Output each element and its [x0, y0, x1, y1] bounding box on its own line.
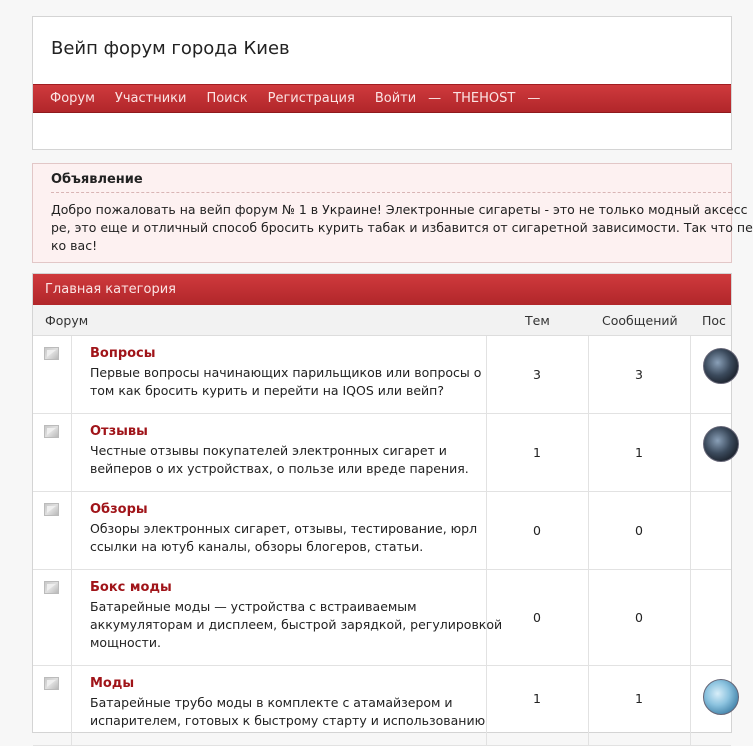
nav-separator: — — [428, 91, 442, 106]
topics-count: 0 — [533, 610, 541, 625]
forum-description-line: Батарейные моды — устройства с встраиваемым — [90, 599, 417, 614]
forum-row — [33, 336, 731, 414]
announcement-line: Добро пожаловать на вейп форум № 1 в Украине! Электронные сигареты - это не только модный аксесс — [51, 202, 748, 217]
forum-description-line: вейперов о их устройствах, о пользе или вреде парения. — [90, 461, 469, 476]
topics-count: 3 — [533, 367, 541, 382]
site-title: Вейп форум города Киев — [51, 38, 290, 59]
forum-row — [33, 414, 731, 492]
forum-description — [90, 364, 490, 400]
column-last-post: Пос — [702, 313, 726, 328]
last-poster-avatar[interactable] — [703, 348, 739, 384]
forum-status-icon — [44, 677, 59, 690]
announcement-divider — [51, 192, 731, 193]
forum-link[interactable]: Обзоры — [90, 502, 148, 517]
announcement-title: Объявление — [51, 172, 143, 187]
forum-description-line: мощности. — [90, 635, 161, 650]
forum-status-icon — [44, 425, 59, 438]
forum-description — [90, 598, 503, 652]
forum-link[interactable]: Моды — [90, 676, 135, 691]
forum-row — [33, 492, 731, 570]
forum-description-line: Первые вопросы начинающих парильщиков или вопросы о — [90, 365, 482, 380]
posts-count: 1 — [635, 445, 643, 460]
forum-description-line: аккумуляторам и дисплеем, быстрой зарядкой, регулировкой — [90, 617, 503, 632]
forum-description-line: испарителем, готовых к быстрому старту и использованию — [90, 713, 486, 728]
forum-row — [33, 570, 731, 666]
column-header-row — [33, 305, 731, 336]
category-title: Главная категория — [33, 274, 731, 305]
announcement-line: ко вас! — [51, 238, 98, 253]
nav-separator: — — [527, 91, 541, 106]
announcement-box — [32, 163, 753, 263]
topics-count: 1 — [533, 691, 541, 706]
posts-count: 3 — [635, 367, 643, 382]
forum-description — [90, 520, 490, 556]
announcement-text — [51, 201, 751, 255]
announcement-line: ре, это еще и отличный способ бросить курить табак и избавится от сигаретной зависимости. Так что пе — [51, 220, 753, 235]
nav-register-link[interactable]: Регистрация — [267, 91, 355, 106]
forum-row — [33, 666, 731, 746]
forum-description-line: ссылки на ютуб каналы, обзоры блогеров, статьи. — [90, 539, 424, 554]
site-header — [32, 16, 732, 150]
forum-status-icon — [44, 347, 59, 360]
forum-link[interactable]: Бокс моды — [90, 580, 172, 595]
posts-count: 0 — [635, 610, 643, 625]
forum-description — [90, 442, 490, 478]
posts-count: 1 — [635, 691, 643, 706]
topics-count: 0 — [533, 523, 541, 538]
forum-description — [90, 694, 490, 730]
column-forum: Форум — [45, 313, 89, 328]
forum-link[interactable]: Вопросы — [90, 346, 156, 361]
column-posts: Сообщений — [602, 313, 678, 328]
posts-count: 0 — [635, 523, 643, 538]
forum-description-line: Батарейные трубо моды в комплекте с атамайзером и — [90, 695, 453, 710]
nav-login-link[interactable]: Войти — [374, 91, 417, 106]
forum-status-icon — [44, 503, 59, 516]
topics-count: 1 — [533, 445, 541, 460]
forum-status-icon — [44, 581, 59, 594]
nav-bar — [33, 84, 731, 113]
nav-thehost-link[interactable]: THEHOST — [453, 91, 516, 106]
forum-description-line: том как бросить курить и перейти на IQOS или вейп? — [90, 383, 444, 398]
forum-link[interactable]: Отзывы — [90, 424, 148, 439]
nav-forum-link[interactable]: Форум — [50, 91, 95, 106]
category-panel — [32, 273, 732, 733]
column-topics: Тем — [525, 313, 550, 328]
nav-search-link[interactable]: Поиск — [206, 91, 248, 106]
forum-description-line: Обзоры электронных сигарет, отзывы, тестирование, юрл — [90, 521, 478, 536]
nav-members-link[interactable]: Участники — [114, 91, 187, 106]
forum-description-line: Честные отзывы покупателей электронных сигарет и — [90, 443, 447, 458]
last-poster-avatar[interactable] — [703, 426, 739, 462]
last-poster-avatar[interactable] — [703, 679, 739, 715]
